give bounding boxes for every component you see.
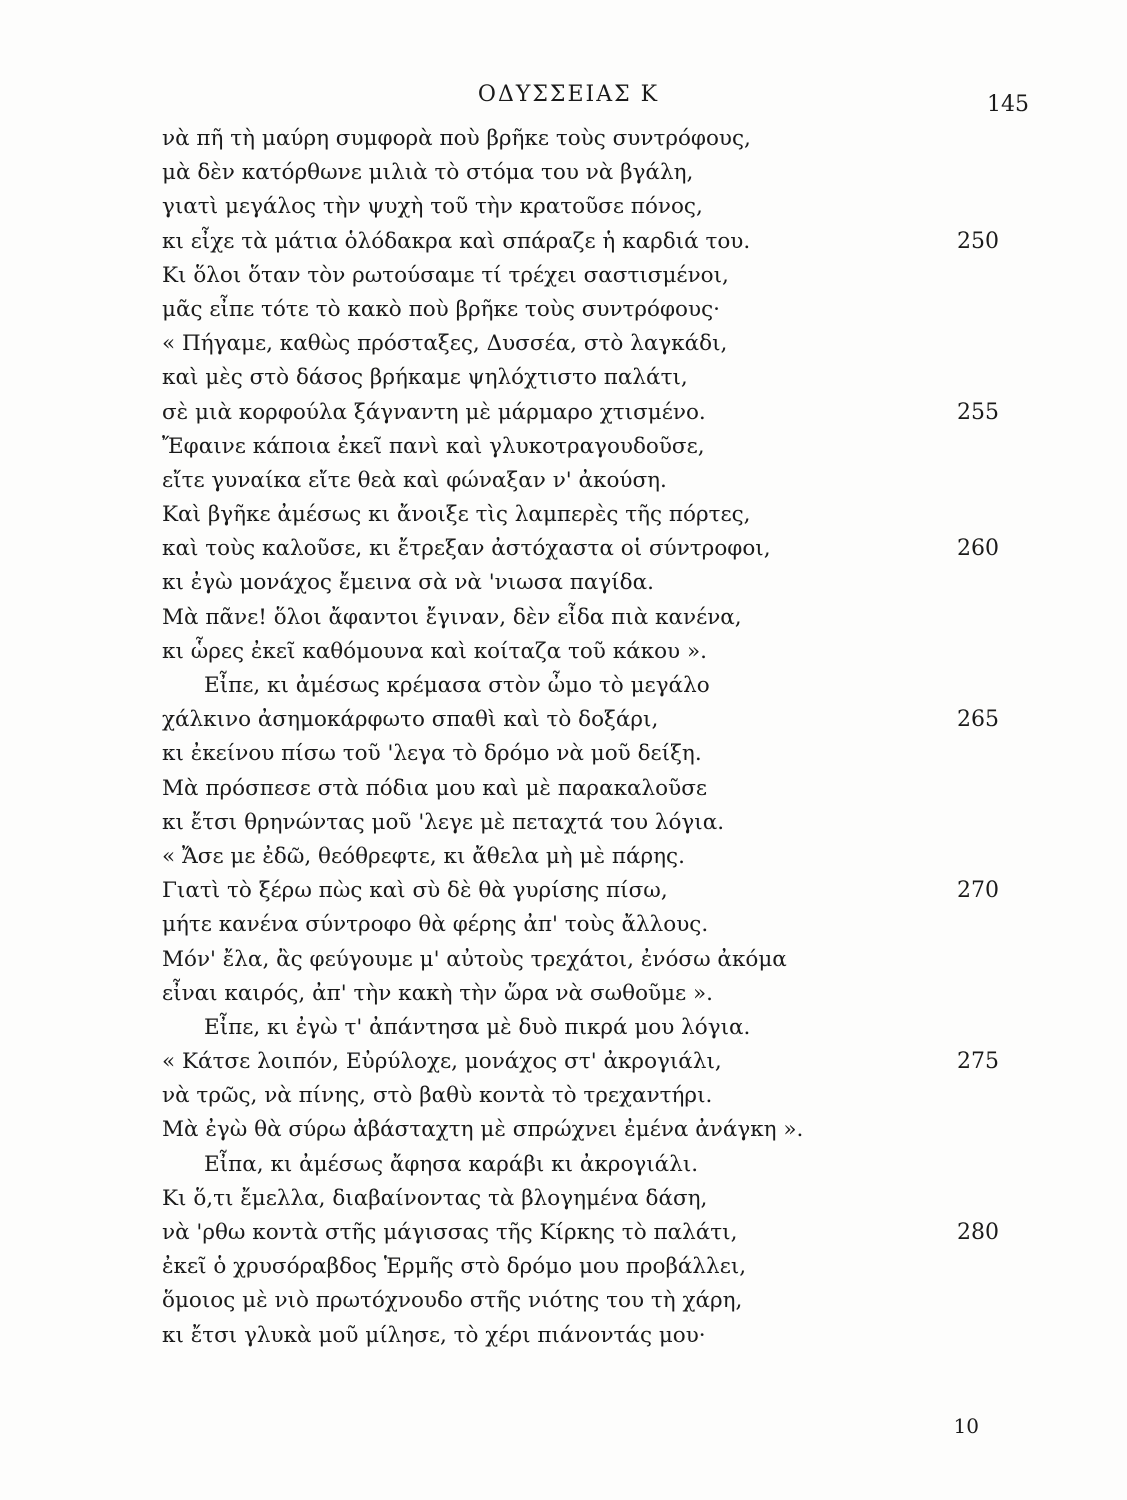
verse-text: κι εἶχε τὰ μάτια ὁλόδακρα καὶ σπάραζε ἡ καρδιά του.: [162, 228, 751, 254]
line-number: 260: [957, 536, 999, 562]
verse-line: [162, 156, 1022, 190]
line-number: 255: [957, 399, 999, 425]
verse-text: Εἶπα, κι ἀμέσως ἄφησα καράβι κι ἀκρογιάλι.: [204, 1151, 699, 1177]
verse-text: γιατὶ μεγάλος τὴν ψυχὴ τοῦ τὴν κρατοῦσε πόνος,: [162, 194, 703, 220]
verse-text: Ἔφαινε κάποια ἐκεῖ πανὶ καὶ γλυκοτραγουδοῦσε,: [162, 433, 705, 459]
verse-text: εἴτε γυναίκα εἴτε θεὰ καὶ φώναξαν ν' ἀκούση.: [162, 467, 667, 493]
verse-line: [162, 396, 1022, 430]
verse-text: νὰ 'ρθω κοντὰ στῆς μάγισσας τῆς Κίρκης τὸ παλάτι,: [162, 1220, 738, 1245]
verse-line: [162, 1113, 1022, 1147]
verse-text: μὰ δὲν κατόρθωνε μιλιὰ τὸ στόμα του νὰ βγάλη,: [162, 160, 694, 186]
verse-line: [162, 806, 1022, 840]
verse-line: [162, 1216, 1022, 1250]
verse-text: μήτε κανένα σύντροφο θὰ φέρης ἀπ' τοὺς ἄλλους.: [162, 912, 709, 938]
page-number: 145: [987, 92, 1029, 117]
verse-line: [162, 1148, 1022, 1182]
verse-text: « Πήγαμε, καθὼς πρόσταξες, Δυσσέα, στὸ λαγκάδι,: [162, 331, 728, 357]
verse-text: σὲ μιὰ κορφούλα ξάγναντη μὲ μάρμαρο χτισμένο.: [162, 399, 706, 425]
verse-line: [162, 225, 1022, 259]
verse-text: νὰ πῆ τὴ μαύρη συμφορὰ ποὺ βρῆκε τοὺς συντρόφους,: [162, 126, 751, 151]
verse-line: [162, 772, 1022, 806]
verse-line: [162, 1079, 1022, 1113]
verse-line: [162, 361, 1022, 395]
verse-line: [162, 1319, 1022, 1353]
verse-text: Καὶ βγῆκε ἀμέσως κι ἄνοιξε τὶς λαμπερὲς τῆς πόρτες,: [162, 502, 751, 528]
verse-text: Μόν' ἔλα, ἂς φεύγουμε μ' αὐτοὺς τρεχάτοι, ἐνόσω ἀκόμα: [162, 946, 787, 972]
verse-line: [162, 703, 1022, 737]
verse-line: [162, 190, 1022, 224]
verse-text: Εἶπε, κι ἐγὼ τ' ἀπάντησα μὲ δυὸ πικρά μου λόγια.: [204, 1014, 751, 1040]
verse-line: [162, 1011, 1022, 1045]
verse-line: [162, 908, 1022, 942]
verse-text: κι ἔτσι θρηνώντας μοῦ 'λεγε μὲ πεταχτά του λόγια.: [162, 809, 725, 835]
line-number: 275: [957, 1049, 999, 1075]
line-number: 280: [957, 1220, 999, 1245]
verse-text: Μὰ ἐγὼ θὰ σύρω ἀβάσταχτη μὲ σπρώχνει ἐμένα ἀνάγκη ».: [162, 1117, 804, 1143]
verse-text: Μὰ πρόσπεσε στὰ πόδια μου καὶ μὲ παρακαλοῦσε: [162, 775, 708, 801]
verse-line: [162, 601, 1022, 635]
verse-block: [162, 122, 1022, 1353]
verse-text: « Ἄσε με ἐδῶ, θεόθρεφτε, κι ἄθελα μὴ μὲ πάρης.: [162, 843, 685, 869]
line-number: 265: [957, 707, 999, 733]
verse-line: [162, 874, 1022, 908]
verse-line: [162, 1250, 1022, 1284]
verse-line: [162, 635, 1022, 669]
verse-line: [162, 1284, 1022, 1318]
verse-line: [162, 1182, 1022, 1216]
verse-text: νὰ τρῶς, νὰ πίνης, στὸ βαθὺ κοντὰ τὸ τρεχαντήρι.: [162, 1083, 713, 1109]
verse-line: [162, 122, 1022, 156]
verse-line: [162, 259, 1022, 293]
line-number: 250: [957, 228, 999, 254]
verse-line: [162, 532, 1022, 566]
verse-text: καὶ τοὺς καλοῦσε, κι ἔτρεξαν ἀστόχαστα οἱ σύντροφοι,: [162, 536, 771, 562]
verse-text: μᾶς εἶπε τότε τὸ κακὸ ποὺ βρῆκε τοὺς συντρόφους·: [162, 296, 720, 322]
verse-line: [162, 498, 1022, 532]
verse-text: κι ἐκείνου πίσω τοῦ 'λεγα τὸ δρόμο νὰ μοῦ δείξη.: [162, 741, 702, 767]
verse-text: Μὰ πᾶνε! ὅλοι ἄφαντοι ἔγιναν, δὲν εἶδα πιὰ κανένα,: [162, 604, 742, 630]
verse-text: ὅμοιος μὲ νιὸ πρωτόχνουδο στῆς νιότης του τὴ χάρη,: [162, 1288, 743, 1314]
verse-line: [162, 430, 1022, 464]
verse-line: [162, 840, 1022, 874]
verse-line: [162, 977, 1022, 1011]
running-header-title: ΟΔΥΣΣΕΙΑΣ Κ: [477, 82, 660, 107]
line-number: 270: [957, 878, 999, 904]
verse-text: εἶναι καιρός, ἀπ' τὴν κακὴ τὴν ὥρα νὰ σωθοῦμε ».: [162, 980, 714, 1006]
verse-text: καὶ μὲς στὸ δάσος βρήκαμε ψηλόχτιστο παλάτι,: [162, 365, 688, 391]
verse-line: [162, 669, 1022, 703]
verse-text: Κι ὅ,τι ἔμελλα, διαβαίνοντας τὰ βλογημένα δάση,: [162, 1185, 708, 1211]
verse-text: « Κάτσε λοιπόν, Εὐρύλοχε, μονάχος στ' ἀκρογιάλι,: [162, 1049, 722, 1075]
verse-text: Εἶπε, κι ἀμέσως κρέμασα στὸν ὦμο τὸ μεγάλο: [204, 673, 710, 698]
signature-mark: 10: [953, 1414, 979, 1438]
verse-text: κι ὧρες ἐκεῖ καθόμουνα καὶ κοίταζα τοῦ κάκου ».: [162, 638, 707, 664]
verse-line: [162, 464, 1022, 498]
verse-line: [162, 566, 1022, 600]
verse-line: [162, 943, 1022, 977]
verse-text: ἐκεῖ ὁ χρυσόραβδος Ἑρμῆς στὸ δρόμο μου προβάλλει,: [162, 1254, 747, 1280]
verse-text: χάλκινο ἀσημοκάρφωτο σπαθὶ καὶ τὸ δοξάρι,: [162, 707, 659, 733]
verse-line: [162, 327, 1022, 361]
verse-text: κι ἐγὼ μονάχος ἔμεινα σὰ νὰ 'νιωσα παγίδα.: [162, 570, 654, 596]
verse-line: [162, 737, 1022, 771]
verse-line: [162, 1045, 1022, 1079]
verse-text: κι ἔτσι γλυκὰ μοῦ μίλησε, τὸ χέρι πιάνοντάς μου·: [162, 1322, 706, 1348]
verse-line: [162, 293, 1022, 327]
verse-text: Κι ὅλοι ὅταν τὸν ρωτούσαμε τί τρέχει σαστισμένοι,: [162, 262, 729, 288]
verse-text: Γιατὶ τὸ ξέρω πὼς καὶ σὺ δὲ θὰ γυρίσης πίσω,: [162, 878, 668, 904]
